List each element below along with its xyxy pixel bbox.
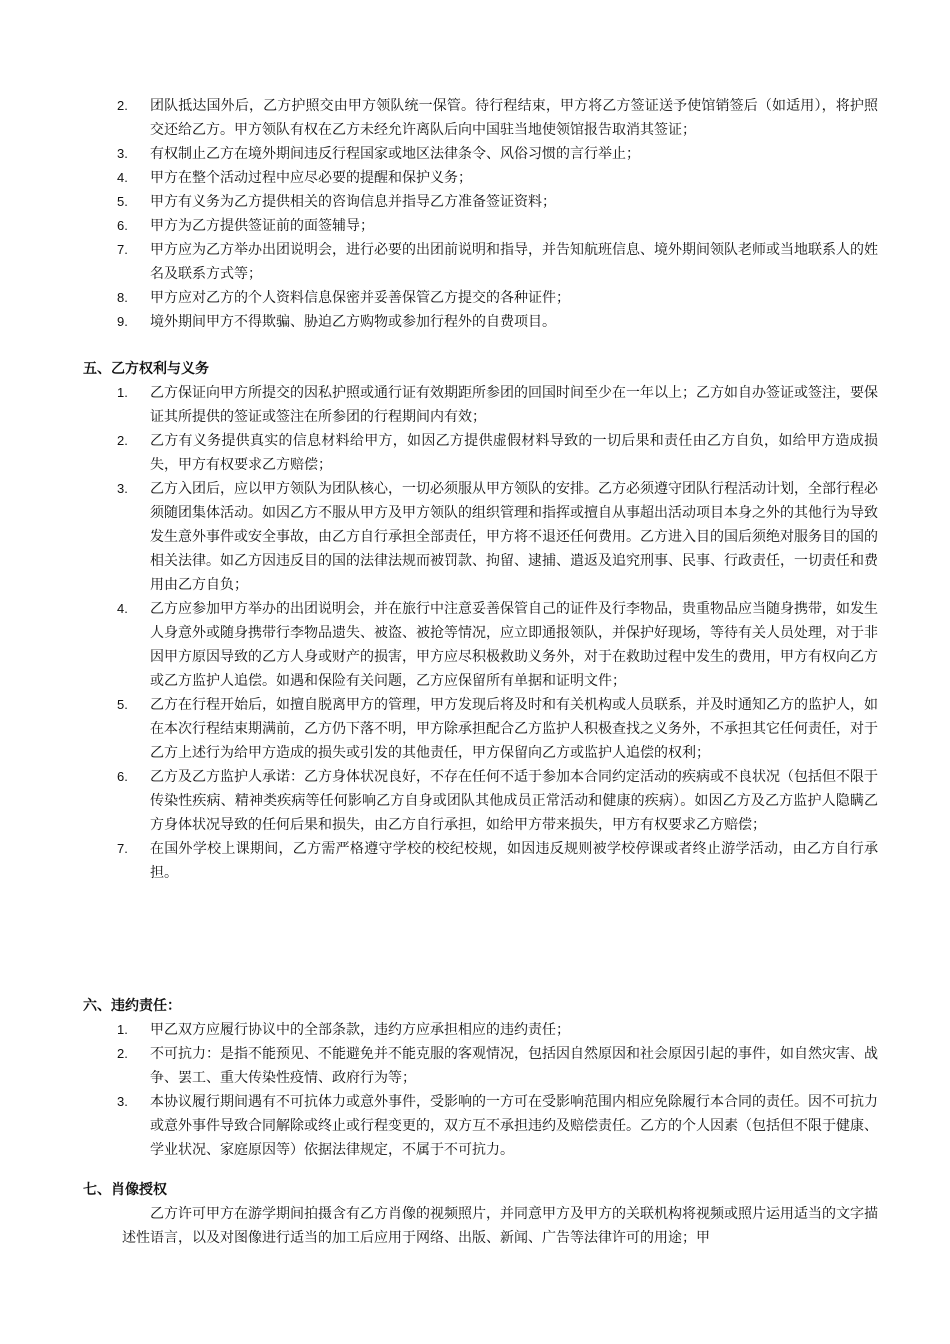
list-item bbox=[0, 1090, 878, 1162]
item-number: 2. bbox=[117, 433, 128, 448]
list-item bbox=[0, 214, 878, 238]
item-number: 3. bbox=[117, 146, 128, 161]
list-item bbox=[0, 310, 878, 334]
list-item bbox=[0, 693, 878, 765]
item-text: 甲乙双方应履行协议中的全部条款，违约方应承担相应的违约责任； bbox=[150, 1022, 570, 1038]
item-text: 甲方应对乙方的个人资料信息保密并妥善保管乙方提交的各种证件； bbox=[150, 290, 570, 306]
list-item bbox=[0, 142, 878, 166]
list-item bbox=[0, 837, 878, 885]
section4-list bbox=[0, 94, 950, 334]
item-number: 8. bbox=[117, 290, 128, 305]
list-item bbox=[0, 166, 878, 190]
item-number: 3. bbox=[117, 481, 128, 496]
item-number: 5. bbox=[117, 697, 128, 712]
section7-heading: 七、肖像授权 bbox=[83, 1182, 167, 1198]
section6-list bbox=[0, 1018, 950, 1162]
item-number: 1. bbox=[117, 1022, 128, 1037]
list-item bbox=[0, 381, 878, 429]
item-number: 7. bbox=[117, 841, 128, 856]
list-item bbox=[0, 1018, 878, 1042]
item-text: 本协议履行期间遇有不可抗体力或意外事件，受影响的一方可在受影响范围内相应免除履行本合同的责任。因不可抗力或意外事件导致合同解除或终止或行程变更的，双方互不承担违约及赔偿责任。乙方的个人因素（包括但不限于健康、学业状况、家庭原因等）依据法律规定，不属于不可抗力。 bbox=[150, 1094, 878, 1158]
item-text: 甲方在整个活动过程中应尽必要的提醒和保护义务； bbox=[150, 170, 472, 186]
section5-list bbox=[0, 381, 950, 885]
list-item bbox=[0, 286, 878, 310]
list-item bbox=[0, 429, 878, 477]
item-text: 在国外学校上课期间，乙方需严格遵守学校的校纪校规，如因违反规则被学校停课或者终止游学活动，由乙方自行承担。 bbox=[150, 841, 878, 881]
item-number: 2. bbox=[117, 1046, 128, 1061]
item-text: 甲方有义务为乙方提供相关的咨询信息并指导乙方准备签证资料； bbox=[150, 194, 556, 210]
item-text: 有权制止乙方在境外期间违反行程国家或地区法律条令、风俗习惯的言行举止； bbox=[150, 146, 640, 162]
section5-heading: 五、乙方权利与义务 bbox=[83, 361, 209, 377]
item-text: 不可抗力：是指不能预见、不能避免并不能克服的客观情况，包括因自然原因和社会原因引起的事件，如自然灾害、战争、罢工、重大传染性疫情、政府行为等； bbox=[150, 1046, 878, 1086]
list-item bbox=[0, 765, 878, 837]
list-item bbox=[0, 477, 878, 597]
item-number: 4. bbox=[117, 170, 128, 185]
item-text: 乙方保证向甲方所提交的因私护照或通行证有效期距所参团的回国时间至少在一年以上；乙方如自办签证或签注，要保证其所提供的签证或签注在所参团的行程期间内有效； bbox=[150, 385, 878, 425]
item-text: 乙方及乙方监护人承诺：乙方身体状况良好，不存在任何不适于参加本合同约定活动的疾病或不良状况（包括但不限于传染性疾病、精神类疾病等任何影响乙方自身或团队其他成员正常活动和健康的疾病）。如因乙方及乙方监护人隐瞒乙方身体状况导致的任何后果和损失，由乙方自行承担，如给甲方带来损失，甲方有权要求乙方赔偿； bbox=[150, 769, 878, 833]
item-text: 团队抵达国外后，乙方护照交由甲方领队统一保管。待行程结束，甲方将乙方签证送予使馆销签后（如适用），将护照交还给乙方。甲方领队有权在乙方未经允许离队后向中国驻当地使领馆报告取消其签证； bbox=[150, 98, 878, 138]
item-text: 乙方应参加甲方举办的出团说明会，并在旅行中注意妥善保管自己的证件及行李物品，贵重物品应当随身携带，如发生人身意外或随身携带行李物品遗失、被盗、被抢等情况，应立即通报领队，并保护好现场，等待有关人员处理，对于非因甲方原因导致的乙方人身或财产的损害，甲方应尽积极救助义务外，对于在救助过程中发生的费用，甲方有权向乙方或乙方监护人追偿。如遇和保险有关问题，乙方应保留所有单据和证明文件； bbox=[150, 601, 878, 689]
item-text: 甲方应为乙方举办出团说明会，进行必要的出团前说明和指导，并告知航班信息、境外期间领队老师或当地联系人的姓名及联系方式等； bbox=[150, 242, 878, 282]
list-item bbox=[0, 94, 878, 142]
item-number: 2. bbox=[117, 98, 128, 113]
list-item bbox=[0, 190, 878, 214]
item-text: 乙方入团后，应以甲方领队为团队核心，一切必须服从甲方领队的安排。乙方必须遵守团队行程活动计划，全部行程必须随团集体活动。如因乙方不服从甲方及甲方领队的组织管理和指挥或擅自从事超出活动项目本身之外的其他行为导致发生意外事件或安全事故，由乙方自行承担全部责任，甲方将不退还任何费用。乙方进入目的国后须绝对服务目的国的相关法律。如乙方因违反目的国的法律法规而被罚款、拘留、逮捕、遣返及追究刑事、民事、行政责任，一切责任和费用由乙方自负； bbox=[150, 481, 878, 593]
item-number: 3. bbox=[117, 1094, 128, 1109]
item-text: 乙方在行程开始后，如擅自脱离甲方的管理，甲方发现后将及时和有关机构或人员联系，并及时通知乙方的监护人，如在本次行程结束期满前，乙方仍下落不明，甲方除承担配合乙方监护人积极查找之义务外，不承担其它任何责任，对于乙方上述行为给甲方造成的损失或引发的其他责任，甲方保留向乙方或监护人追偿的权利； bbox=[150, 697, 878, 761]
item-number: 6. bbox=[117, 218, 128, 233]
item-number: 7. bbox=[117, 242, 128, 257]
item-number: 9. bbox=[117, 314, 128, 329]
section7-paragraph: 乙方许可甲方在游学期间拍摄含有乙方肖像的视频照片，并同意甲方及甲方的关联机构将视频或照片运用适当的文字描述性语言，以及对图像进行适当的加工后应用于网络、出版、新闻、广告等法律许可的用途；甲 bbox=[122, 1206, 878, 1246]
item-number: 6. bbox=[117, 769, 128, 784]
item-number: 1. bbox=[117, 385, 128, 400]
item-number: 5. bbox=[117, 194, 128, 209]
section6-heading: 六、违约责任： bbox=[83, 998, 181, 1014]
list-item bbox=[0, 238, 878, 286]
item-number: 4. bbox=[117, 601, 128, 616]
item-text: 乙方有义务提供真实的信息材料给甲方，如因乙方提供虚假材料导致的一切后果和责任由乙方自负，如给甲方造成损失，甲方有权要求乙方赔偿； bbox=[150, 433, 878, 473]
item-text: 甲方为乙方提供签证前的面签辅导； bbox=[150, 218, 374, 234]
item-text: 境外期间甲方不得欺骗、胁迫乙方购物或参加行程外的自费项目。 bbox=[150, 314, 556, 330]
list-item bbox=[0, 1042, 878, 1090]
list-item bbox=[0, 597, 878, 693]
